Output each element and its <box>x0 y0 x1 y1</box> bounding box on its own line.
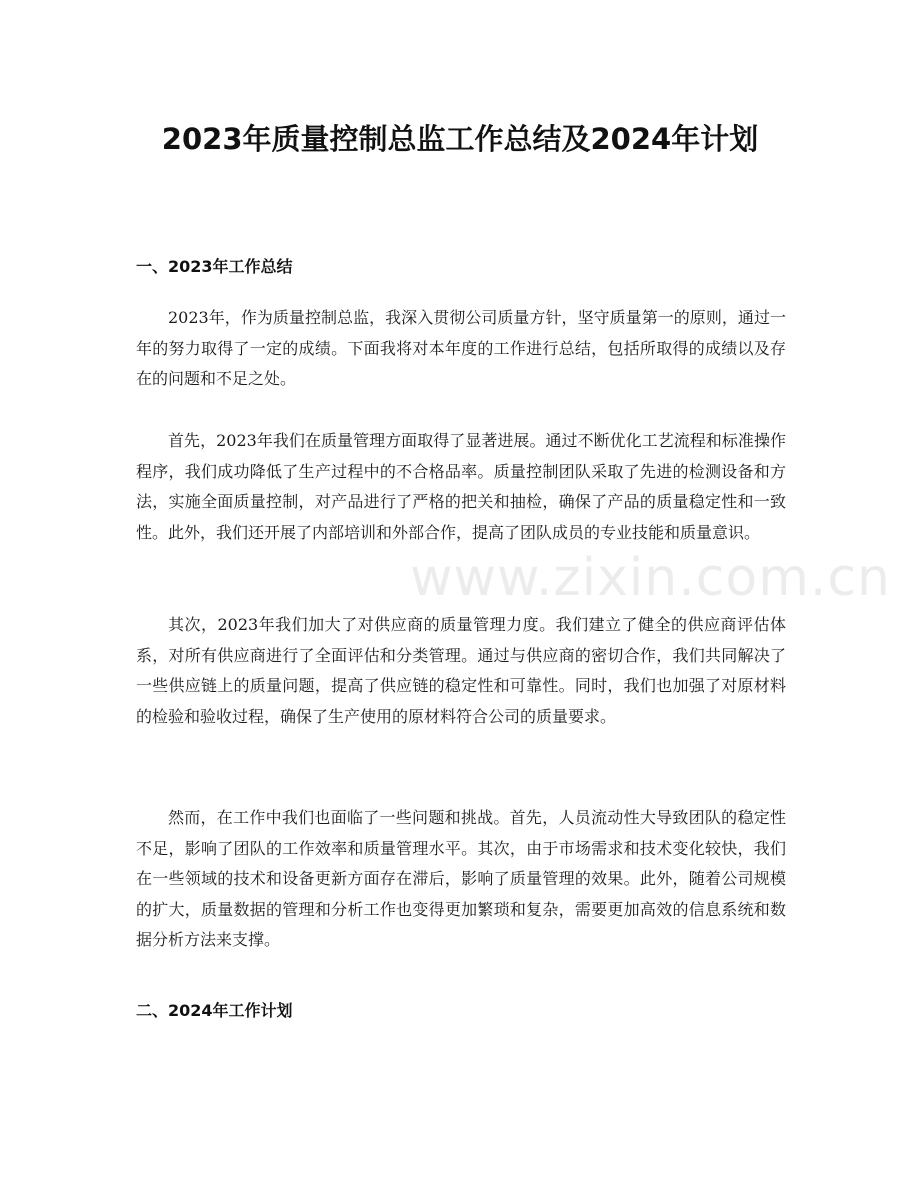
paragraph-quality-progress: 首先，2023年我们在质量管理方面取得了显著进展。通过不断优化工艺流程和标准操作程序，我们成功降低了生产过程中的不合格品率。质量控制团队采取了先进的检测设备和方法，实施全面质量控制，对产品进行了严格的把关和抽检，确保了产品的质量稳定性和一致性。此外，我们还开展了内部培训和外部合作，提高了团队成员的专业技能和质量意识。 <box>136 431 786 542</box>
section-heading-2024-plan: 二、2024年工作计划 <box>136 1001 293 1020</box>
paragraph-intro: 2023年，作为质量控制总监，我深入贯彻公司质量方针，坚守质量第一的原则，通过一年的努力取得了一定的成绩。下面我将对本年度的工作进行总结，包括所取得的成绩以及存在的问题和不足之处。 <box>136 308 786 388</box>
paragraph-problems-challenges: 然而，在工作中我们也面临了一些问题和挑战。首先，人员流动性大导致团队的稳定性不足，影响了团队的工作效率和质量管理水平。其次，由于市场需求和技术变化较快，我们在一些领域的技术和设备更新方面存在滞后，影响了质量管理的效果。此外，随着公司规模的扩大，质量数据的管理和分析工作也变得更加繁琐和复杂，需要更加高效的信息系统和数据分析方法来支撑。 <box>136 808 786 949</box>
section-heading-2023-summary: 一、2023年工作总结 <box>136 257 293 276</box>
watermark-text: www.zixin.com.cn <box>410 548 891 608</box>
paragraph-supplier-management: 其次，2023年我们加大了对供应商的质量管理力度。我们建立了健全的供应商评估体系，对所有供应商进行了全面评估和分类管理。通过与供应商的密切合作，我们共同解决了一些供应链上的质量问题，提高了供应链的稳定性和可靠性。同时，我们也加强了对原材料的检验和验收过程，确保了生产使用的原材料符合公司的质量要求。 <box>136 615 786 726</box>
document-title: 2023年质量控制总监工作总结及2024年计划 <box>161 122 759 156</box>
